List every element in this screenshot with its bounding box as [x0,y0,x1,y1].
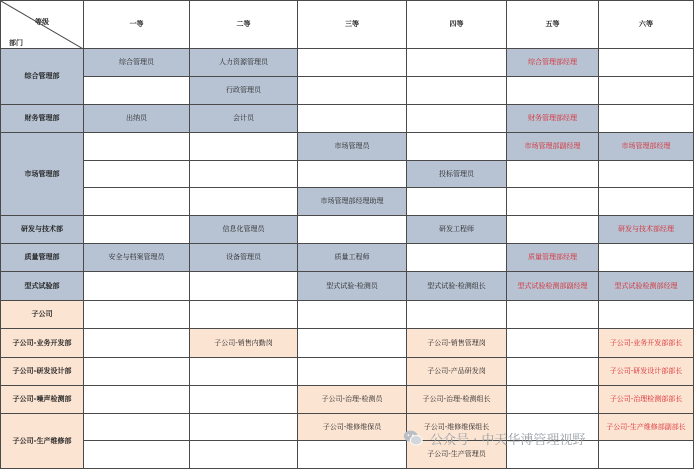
position-cell: 信息化管理员 [190,216,298,244]
position-cell: 市场管理部经理助理 [298,188,407,216]
position-cell: 质量工程师 [298,244,407,272]
empty-cell [298,77,407,105]
empty-cell [407,49,507,77]
position-cell: 出纳员 [84,105,190,133]
level-header-6: 六等 [599,0,694,49]
empty-cell [599,105,694,133]
position-cell: 子公司-维修维保组长 [407,414,507,441]
wechat-icon [402,427,424,449]
empty-cell [190,441,298,469]
empty-cell [298,329,407,358]
empty-cell [84,414,190,441]
position-cell: 型式试验检测部副经理 [507,272,599,301]
empty-cell [190,133,298,161]
dept-财务管理部: 财务管理部 [0,105,84,133]
empty-cell [84,77,190,105]
position-cell: 子公司-产品研发岗 [407,358,507,386]
position-cell: 子公司-生产管理员 [407,441,507,469]
position-cell: 会计员 [190,105,298,133]
position-cell: 市场管理部副经理 [507,133,599,161]
empty-cell [599,188,694,216]
empty-cell [84,301,190,329]
level-header-3: 三等 [298,0,407,49]
empty-cell [84,272,190,301]
empty-cell [190,161,298,188]
position-cell: 型式试验检测部经理 [599,272,694,301]
empty-cell [507,188,599,216]
empty-cell [298,216,407,244]
empty-cell [407,188,507,216]
position-cell: 综合管理员 [84,49,190,77]
position-cell: 子公司-治理-检测组长 [407,386,507,414]
empty-cell [190,301,298,329]
empty-cell [190,386,298,414]
watermark-text: 公众号 · 中天华溥管理视野 [430,432,586,448]
empty-cell [599,77,694,105]
empty-cell [84,216,190,244]
position-cell: 研发工程师 [407,216,507,244]
position-cell: 人力资源管理员 [190,49,298,77]
dept-子公司-噪声检测部: 子公司-噪声检测部 [0,386,84,414]
empty-cell [190,272,298,301]
empty-cell [190,188,298,216]
position-cell: 型式试验-检测组长 [407,272,507,301]
empty-cell [407,244,507,272]
position-cell: 研发与技术部经理 [599,216,694,244]
position-cell: 子公司-生产维修部副部长 [599,414,694,441]
empty-cell [599,441,694,469]
empty-cell [599,161,694,188]
empty-cell [407,77,507,105]
empty-cell [84,133,190,161]
empty-cell [507,358,599,386]
empty-cell [507,77,599,105]
empty-cell [599,301,694,329]
position-cell: 子公司-治理-检测员 [298,386,407,414]
dept-子公司: 子公司 [0,301,84,329]
empty-cell [84,386,190,414]
empty-cell [407,105,507,133]
empty-cell [298,358,407,386]
dept-研发与技术部: 研发与技术部 [0,216,84,244]
position-cell: 子公司-维修维保员 [298,414,407,441]
empty-cell [190,414,298,441]
position-cell: 市场管理部经理 [599,133,694,161]
level-header-5: 五等 [507,0,599,49]
dept-型式试验部: 型式试验部 [0,272,84,301]
position-cell: 行政管理员 [190,77,298,105]
empty-cell [298,161,407,188]
empty-cell [298,105,407,133]
empty-cell [507,329,599,358]
empty-cell [84,161,190,188]
watermark [402,426,585,450]
empty-cell [407,301,507,329]
position-cell: 型式试验-检测员 [298,272,407,301]
position-cell: 子公司-治理检测部部长 [599,386,694,414]
empty-cell [599,49,694,77]
level-axis-label: 等级 [35,18,49,26]
empty-cell [407,133,507,161]
level-header-2: 二等 [190,0,298,49]
empty-cell [507,161,599,188]
dept-质量管理部: 质量管理部 [0,244,84,272]
position-cell: 子公司-销售管理岗 [407,329,507,358]
dept-子公司-生产维修部: 子公司-生产维修部 [0,414,84,469]
empty-cell [298,49,407,77]
position-cell: 综合管理部经理 [507,49,599,77]
empty-cell [84,358,190,386]
position-cell: 子公司-业务开发部部长 [599,329,694,358]
empty-cell [507,216,599,244]
position-cell: 市场管理员 [298,133,407,161]
empty-cell [298,441,407,469]
empty-cell [84,441,190,469]
position-cell: 子公司-销售内勤岗 [190,329,298,358]
empty-cell [84,188,190,216]
department-axis-label: 部门 [9,39,23,47]
position-cell: 质量管理部经理 [507,244,599,272]
empty-cell [599,244,694,272]
empty-cell [507,386,599,414]
empty-cell [84,329,190,358]
position-cell: 安全与档案管理员 [84,244,190,272]
corner-header [0,0,84,49]
dept-市场管理部: 市场管理部 [0,133,84,216]
position-cell: 投标管理员 [407,161,507,188]
empty-cell [507,301,599,329]
level-header-1: 一等 [84,0,190,49]
level-header-4: 四等 [407,0,507,49]
dept-综合管理部: 综合管理部 [0,49,84,105]
dept-子公司-研发设计部: 子公司-研发设计部 [0,358,84,386]
empty-cell [190,358,298,386]
position-cell: 设备管理员 [190,244,298,272]
empty-cell [298,301,407,329]
position-cell: 财务管理部经理 [507,105,599,133]
position-cell: 子公司-研发设计部部长 [599,358,694,386]
dept-子公司-业务开发部: 子公司-业务开发部 [0,329,84,358]
